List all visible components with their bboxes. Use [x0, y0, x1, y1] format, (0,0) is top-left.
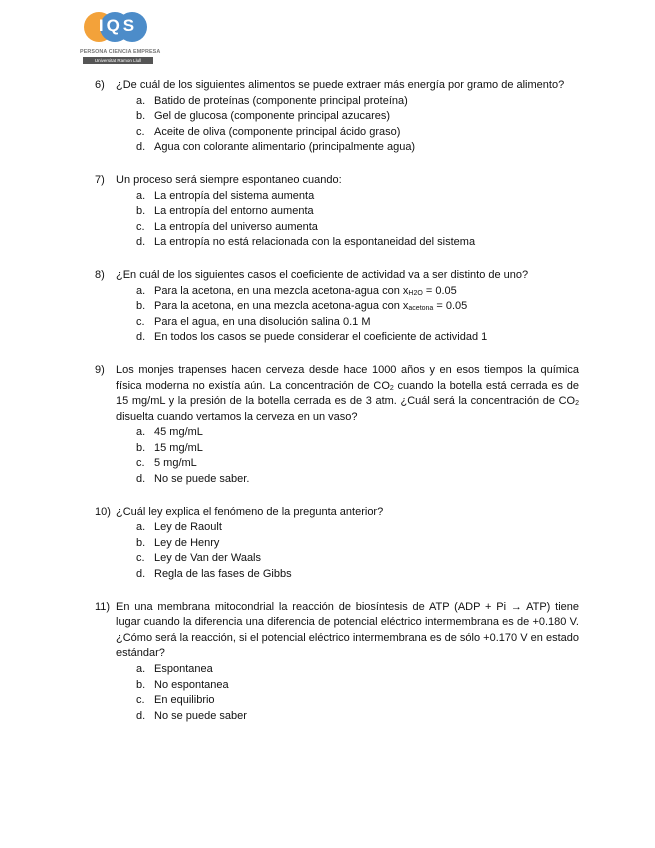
option-letter: b.	[136, 300, 146, 313]
question-text: ¿En cuál de los siguientes casos el coeficiente de actividad va a ser distinto de uno?	[116, 268, 529, 281]
question	[95, 173, 579, 251]
option-item	[95, 204, 579, 220]
question-stem	[95, 268, 579, 284]
option-text: La entropía no está relacionada con la espontaneidad del sistema	[154, 236, 476, 249]
option-letter: c.	[136, 315, 145, 328]
option-letter: d.	[136, 568, 146, 581]
question	[95, 268, 579, 346]
option-letter: d.	[136, 331, 146, 344]
option-letter: c.	[136, 220, 145, 233]
question-number: 7)	[95, 173, 105, 186]
option-letter: b.	[136, 536, 146, 549]
option-letter: c.	[136, 125, 145, 138]
option-text: 15 mg/mL	[154, 441, 203, 454]
option-list	[95, 284, 579, 346]
question-stem	[95, 173, 579, 189]
option-item	[95, 425, 579, 441]
option-text: Para el agua, en una disolución salina 0.1 M	[154, 315, 371, 328]
question	[95, 363, 579, 488]
question-number: 11)	[95, 600, 111, 613]
option-list	[95, 520, 579, 582]
option-letter: a.	[136, 284, 146, 297]
question-stem	[95, 363, 579, 425]
question-number: 8)	[95, 268, 105, 281]
question	[95, 505, 579, 583]
option-text: La entropía del entorno aumenta	[154, 205, 314, 218]
question-text-part: Los monjes trapenses hacen cerveza desde hace 1000 años y en esos tiempos la química física moderna no existía aún. La concentración de CO	[116, 363, 579, 392]
subscript: 2	[389, 384, 394, 392]
question-stem	[95, 505, 579, 521]
option-letter: b.	[136, 205, 146, 218]
option-text: En todos los casos se puede considerar el coeficiente de actividad 1	[154, 331, 488, 344]
iqs-logo	[80, 12, 161, 64]
question-text: En una membrana mitocondrial la reacción de biosíntesis de ATP (ADP + Pi → ATP) tiene lugar cuando la diferencia una diferencia de potencial eléctrico intermembrana es de +0.180 V. ¿Cómo será la reacción, si el potencial eléctrico intermembrana es de sólo +0.170 V en estado estándar?	[116, 600, 579, 660]
option-letter: a.	[136, 521, 146, 534]
option-text-suffix: = 0.05	[422, 284, 457, 297]
option-item	[95, 189, 579, 205]
question-stem	[95, 600, 579, 662]
option-text: No espontanea	[154, 678, 229, 691]
option-list	[95, 425, 579, 487]
option-item	[95, 94, 579, 110]
option-item	[95, 315, 579, 331]
question	[95, 600, 579, 725]
option-text: 5 mg/mL	[154, 457, 197, 470]
question-text: ¿De cuál de los siguientes alimentos se puede extraer más energía por gramo de alimento?	[116, 79, 565, 91]
option-text: Regla de las fases de Gibbs	[154, 568, 292, 581]
option-text: Para la acetona, en una mezcla acetona-agua con x	[154, 300, 409, 313]
option-text: Gel de glucosa (componente principal azucares)	[154, 110, 391, 123]
option-text: En equilibrio	[154, 694, 215, 707]
option-item	[95, 456, 579, 472]
option-item	[95, 567, 579, 583]
question-text: Un proceso será siempre espontaneo cuando:	[116, 173, 342, 186]
option-letter: b.	[136, 678, 146, 691]
option-text: Ley de Raoult	[154, 521, 222, 534]
option-letter: c.	[136, 457, 145, 470]
option-letter: d.	[136, 141, 146, 154]
option-letter: a.	[136, 426, 146, 439]
question-number: 9)	[95, 363, 105, 376]
option-list	[95, 189, 579, 251]
option-text: Agua con colorante alimentario (principalmente agua)	[154, 141, 416, 154]
question-text: ¿Cuál ley explica el fenómeno de la pregunta anterior?	[116, 505, 384, 518]
option-text: Espontanea	[154, 663, 213, 675]
option-letter: a.	[136, 189, 146, 202]
option-item	[95, 140, 579, 156]
question-number: 6)	[95, 79, 105, 91]
option-letter: d.	[136, 473, 146, 486]
option-item	[95, 536, 579, 552]
option-letter: c.	[136, 552, 145, 565]
option-item	[95, 299, 579, 315]
option-item	[95, 551, 579, 567]
option-text: Ley de Van der Waals	[154, 552, 262, 565]
option-item	[95, 109, 579, 125]
option-letter: c.	[136, 694, 145, 707]
option-list	[95, 662, 579, 724]
subscript: acetona	[408, 305, 434, 313]
option-item	[95, 678, 579, 694]
option-item	[95, 662, 579, 678]
question-list	[95, 78, 579, 741]
logo-university: Universitat Ramon Llull	[83, 57, 153, 64]
option-item	[95, 709, 579, 725]
question-text-part: cuando la botella está cerrada es de 15 mg/mL y la presión de la botella cerrada es de 3 atm. ¿Cuál será la concentración de CO	[116, 379, 579, 408]
logo-tagline: PERSONA CIENCIA EMPRESA	[80, 49, 161, 55]
subscript: H2O	[408, 289, 423, 297]
option-text: 45 mg/mL	[154, 426, 203, 439]
option-list	[95, 94, 579, 156]
option-text: La entropía del universo aumenta	[154, 220, 318, 233]
question-text-part: disuelta cuando vertamos la cerveza en un vaso?	[116, 410, 358, 423]
option-item	[95, 441, 579, 457]
option-text: Aceite de oliva (componente principal ácido graso)	[154, 125, 401, 138]
question-number: 10)	[95, 505, 111, 518]
option-text: La entropía del sistema aumenta	[154, 189, 315, 202]
option-item	[95, 330, 579, 346]
option-text: Para la acetona, en una mezcla acetona-agua con x	[154, 284, 409, 297]
option-item	[95, 235, 579, 251]
logo-circles	[80, 12, 156, 46]
question	[95, 78, 579, 156]
option-item	[95, 284, 579, 300]
option-item	[95, 520, 579, 536]
option-letter: a.	[136, 663, 146, 675]
option-text: Ley de Henry	[154, 536, 220, 549]
option-letter: d.	[136, 709, 146, 722]
logo-text: IQS	[98, 16, 138, 35]
option-text: No se puede saber.	[154, 473, 250, 486]
option-text: No se puede saber	[154, 709, 247, 722]
option-letter: b.	[136, 441, 146, 454]
option-item	[95, 472, 579, 488]
option-text-suffix: = 0.05	[433, 300, 468, 313]
option-item	[95, 693, 579, 709]
option-letter: a.	[136, 94, 146, 107]
option-letter: d.	[136, 236, 146, 249]
option-item	[95, 125, 579, 141]
subscript: 2	[575, 400, 579, 408]
option-text: Batido de proteínas (componente principal proteína)	[154, 94, 408, 107]
question-stem	[95, 78, 579, 94]
option-letter: b.	[136, 110, 146, 123]
option-item	[95, 220, 579, 236]
